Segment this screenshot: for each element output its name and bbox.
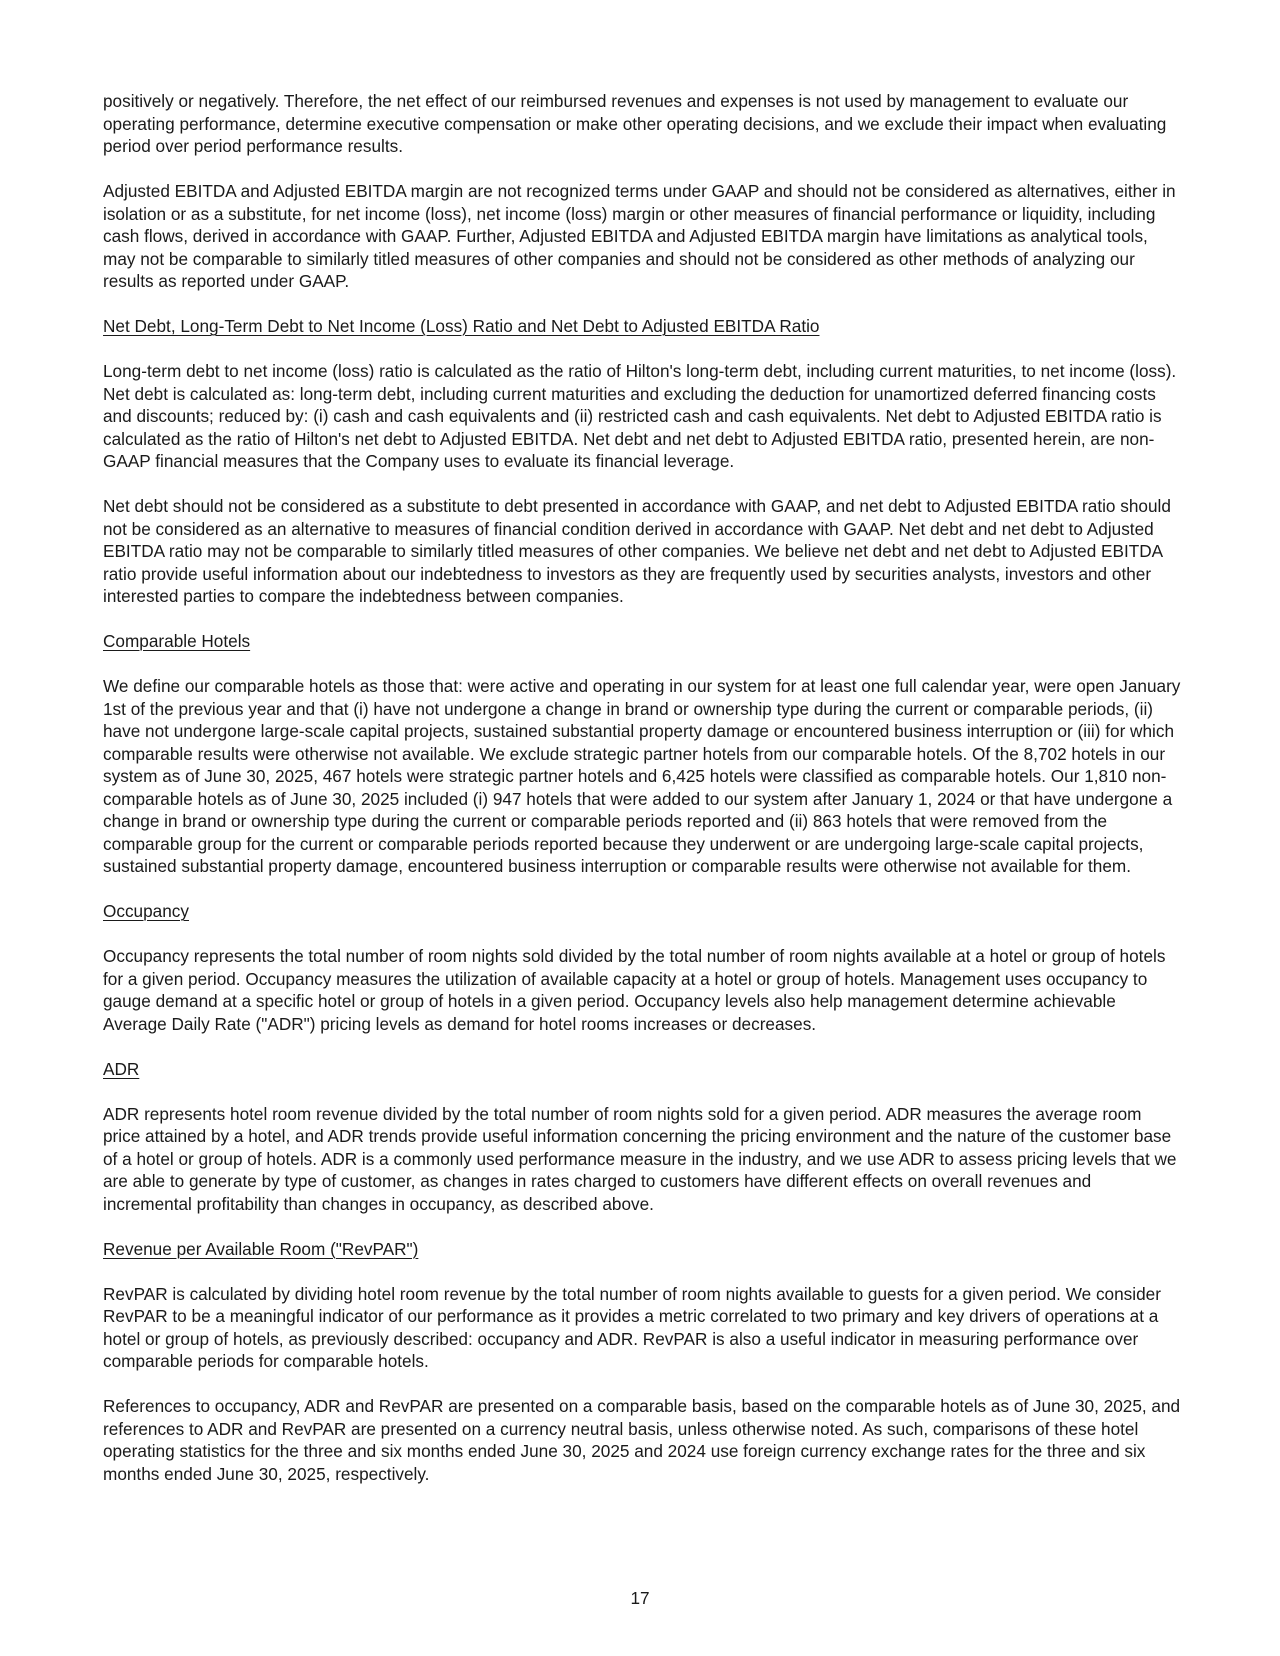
paragraph-net-debt-usage: Net debt should not be considered as a substitute to debt presented in accordance with GAAP, and net debt to Adjusted EBITDA ratio should not be considered as an alternative to measures of financial condition derived in accordance with GAAP. Net debt and net debt to Adjusted EBITDA ratio may not be comparable to similarly titled measures of other companies. We believe net debt and net debt to Adjusted EBITDA ratio provide useful information about our indebtedness to investors as they are frequently used by securities analysts, investors and other interested parties to compare the indebtedness between companies. [103,496,1171,606]
paragraph-comparable-hotels: We define our comparable hotels as those that: were active and operating in our system for at least one full calendar year, were open January 1st of the previous year and that (i) have not undergone a change in brand or ownership type during the current or comparable periods, (ii) have not undergone large-scale capital projects, sustained substantial property damage or encountered business interruption or (iii) for which comparable results were otherwise not available. We exclude strategic partner hotels from our comparable hotels. Of the 8,702 hotels in our system as of June 30, 2025, 467 hotels were strategic partner hotels and 6,425 hotels were classified as comparable hotels. Our 1,810 non-comparable hotels as of June 30, 2025 included (i) 947 hotels that were added to our system after January 1, 2024 or that have undergone a change in brand or ownership type during the current or comparable periods reported and (ii) 863 hotels that were removed from the comparable group for the current or comparable periods reported because they underwent or are undergoing large-scale capital projects, sustained substantial property damage, encountered business interruption or comparable results were otherwise not available for them. [103,676,1181,876]
paragraph-reimbursed-revenues: positively or negatively. Therefore, the net effect of our reimbursed revenues and expenses is not used by management to evaluate our operating performance, determine executive compensation or make other operating decisions, and we exclude their impact when evaluating period over period performance results. [103,91,1167,156]
page-number: 17 [630,1588,650,1608]
paragraph-long-term-debt-ratio: Long-term debt to net income (loss) ratio is calculated as the ratio of Hilton's long-term debt, including current maturities, to net income (loss). Net debt is calculated as: long-term debt, including current maturities and excluding the deduction for unamortized deferred financing costs and discounts; reduced by: (i) cash and cash equivalents and (ii) restricted cash and cash equivalents. Net debt to Adjusted EBITDA ratio is calculated as the ratio of Hilton's net debt to Adjusted EBITDA. Net debt and net debt to Adjusted EBITDA ratio, presented herein, are non-GAAP financial measures that the Company uses to evaluate its financial leverage. [103,361,1177,471]
heading-net-debt: Net Debt, Long-Term Debt to Net Income (Loss) Ratio and Net Debt to Adjusted EBITDA Ratio [103,316,820,336]
paragraph-occupancy: Occupancy represents the total number of room nights sold divided by the total number of room nights available at a hotel or group of hotels for a given period. Occupancy measures the utilization of available capacity at a hotel or group of hotels. Management uses occupancy to gauge demand at a specific hotel or group of hotels in a given period. Occupancy levels also help management determine achievable Average Daily Rate ("ADR") pricing levels as demand for hotel rooms increases or decreases. [103,946,1166,1034]
paragraph-references: References to occupancy, ADR and RevPAR are presented on a comparable basis, based on the comparable hotels as of June 30, 2025, and references to ADR and RevPAR are presented on a currency neutral basis, unless otherwise noted. As such, comparisons of these hotel operating statistics for the three and six months ended June 30, 2025 and 2024 use foreign currency exchange rates for the three and six months ended June 30, 2025, respectively. [103,1396,1181,1484]
paragraph-adjusted-ebitda: Adjusted EBITDA and Adjusted EBITDA margin are not recognized terms under GAAP and should not be considered as alternatives, either in isolation or as a substitute, for net income (loss), net income (loss) margin or other measures of financial performance or liquidity, including cash flows, derived in accordance with GAAP. Further, Adjusted EBITDA and Adjusted EBITDA margin have limitations as analytical tools, may not be comparable to similarly titled measures of other companies and should not be considered as other methods of analyzing our results as reported under GAAP. [103,181,1176,291]
paragraph-revpar: RevPAR is calculated by dividing hotel room revenue by the total number of room nights available to guests for a given period. We consider RevPAR to be a meaningful indicator of our performance as it provides a metric correlated to two primary and key drivers of operations at a hotel or group of hotels, as previously described: occupancy and ADR. RevPAR is also a useful indicator in measuring performance over comparable periods for comparable hotels. [103,1283,1161,1371]
document-body [103,90,1183,1508]
heading-occupancy: Occupancy [103,901,189,921]
heading-revpar: Revenue per Available Room ("RevPAR") [103,1238,419,1259]
paragraph-adr: ADR represents hotel room revenue divided by the total number of room nights sold for a given period. ADR measures the average room price attained by a hotel, and ADR trends provide useful information concerning the pricing environment and the nature of the customer base of a hotel or group of hotels. ADR is a commonly used performance measure in the industry, and we use ADR to assess pricing levels that we are able to generate by type of customer, as changes in rates charged to customers have different effects on overall revenues and incremental profitability than changes in occupancy, as described above. [103,1103,1177,1214]
heading-comparable-hotels: Comparable Hotels [103,631,251,651]
heading-adr: ADR [103,1058,140,1079]
